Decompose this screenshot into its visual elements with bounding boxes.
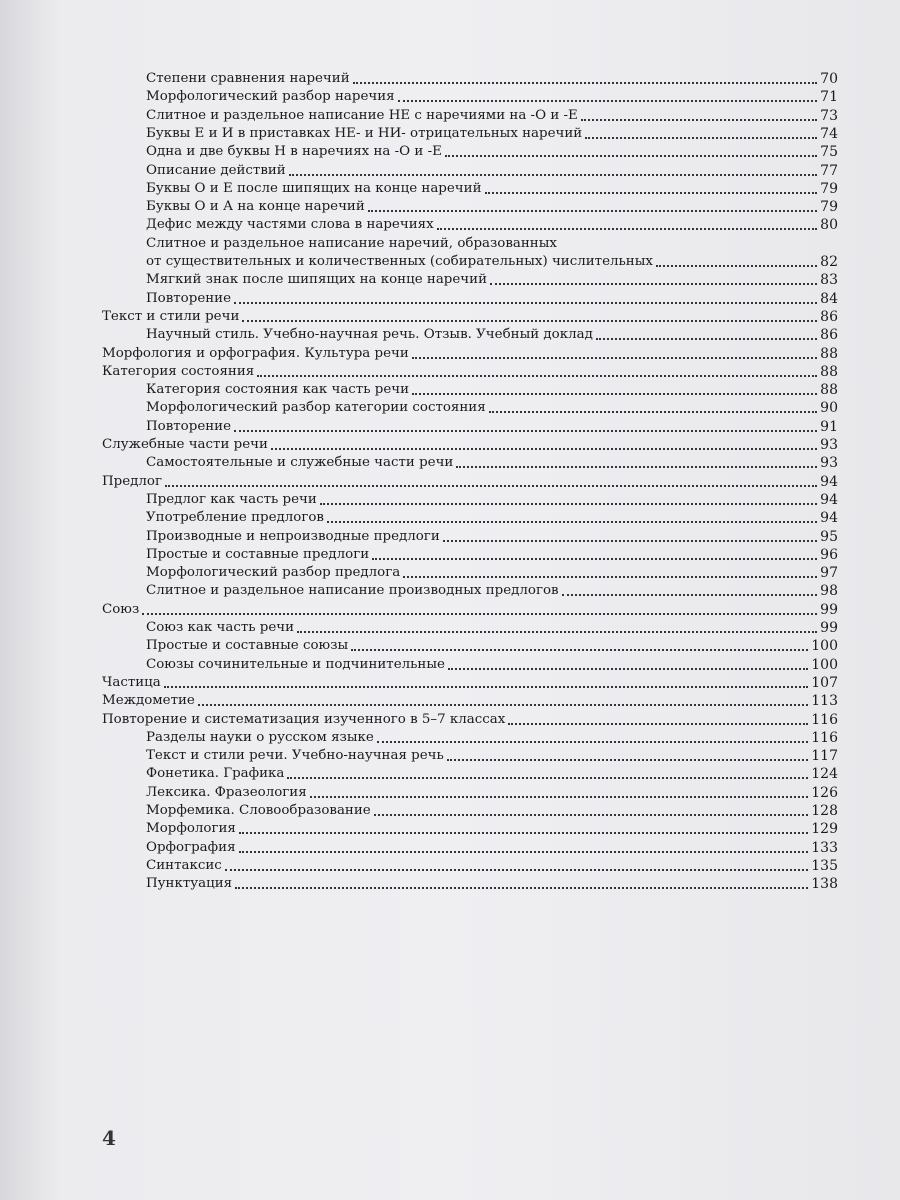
toc-entry: [146, 546, 838, 564]
toc-entry: [146, 509, 838, 527]
toc-page-number: 88: [820, 345, 838, 362]
toc-title: Степени сравнения наречий: [146, 71, 350, 86]
toc-page-number: 73: [820, 107, 838, 124]
toc-page-number: 93: [820, 437, 838, 453]
toc-page-number: 75: [820, 144, 838, 161]
dot-leader: [234, 302, 817, 304]
toc-title: Фонетика. Графика: [146, 766, 285, 782]
page-number: 4: [102, 1126, 116, 1150]
toc-page-number: 138: [811, 876, 838, 893]
dot-leader: [489, 411, 817, 413]
toc-section: [102, 436, 838, 454]
toc-page-number: 70: [820, 71, 838, 87]
dot-leader: [448, 668, 808, 670]
toc-page-number: 116: [811, 729, 838, 746]
toc-entry: [146, 564, 838, 582]
dot-leader: [239, 851, 809, 853]
toc-page-number: 80: [820, 217, 838, 234]
toc-entry: [146, 637, 838, 655]
toc-entry: [146, 326, 838, 344]
dot-leader: [242, 320, 817, 322]
toc-section: [102, 473, 838, 491]
dot-leader: [443, 540, 817, 542]
toc-title: Орфография: [146, 839, 236, 855]
toc-section: [102, 308, 838, 326]
dot-leader: [437, 228, 818, 230]
toc-section: [102, 363, 838, 381]
toc-title: Употребление предлогов: [146, 510, 324, 526]
toc-entry: [146, 125, 838, 143]
toc-page-number: 90: [820, 400, 838, 417]
dot-leader: [656, 265, 817, 267]
dot-leader: [310, 796, 809, 798]
toc-entry: [146, 381, 838, 399]
dot-leader: [377, 741, 808, 743]
toc-entry: [146, 418, 838, 436]
toc-title: Повторение: [146, 290, 232, 306]
toc-title: Научный стиль. Учебно-научная речь. Отзыв. Учебный доклад: [146, 327, 593, 343]
toc-entry: [146, 729, 838, 747]
dot-leader: [485, 192, 818, 194]
toc-entry: [146, 253, 838, 271]
toc-page-number: 88: [820, 382, 838, 399]
dot-leader: [585, 137, 817, 139]
toc-section: [102, 601, 838, 619]
toc-title: Слитное и раздельное написание производных предлогов: [146, 583, 559, 599]
toc-entry: [146, 528, 838, 546]
toc-page-number: 82: [820, 254, 838, 270]
toc-title: Морфологический разбор предлога: [146, 565, 401, 581]
toc-title: Союз: [102, 601, 140, 617]
dot-leader: [372, 558, 817, 560]
toc-entry: [146, 656, 838, 674]
dot-leader: [447, 759, 808, 761]
toc-title: Морфологический разбор наречия: [146, 89, 395, 105]
toc-page-number: 133: [811, 839, 838, 856]
dot-leader: [596, 338, 817, 340]
toc-entry: [146, 143, 838, 161]
toc-title: Самостоятельные и служебные части речи: [146, 455, 454, 471]
toc-title: Буквы Е и И в приставках НЕ- и НИ- отрицательных наречий: [146, 125, 583, 141]
toc-title: Слитное и раздельное написание НЕ с наречиями на -О и -Е: [146, 107, 578, 123]
toc-entry: [146, 107, 838, 125]
toc-title: Разделы науки о русском языке: [146, 729, 374, 745]
toc-entry: [146, 582, 838, 600]
toc-title: Морфемика. Словообразование: [146, 803, 371, 818]
toc-title: Союз как часть речи: [146, 620, 295, 635]
toc-title: Описание действий: [146, 162, 286, 178]
toc-page-number: 86: [820, 327, 838, 344]
toc-title: Одна и две буквы Н в наречиях на -О и -Е: [146, 144, 442, 160]
toc-title: Лексика. Фразеология: [146, 784, 307, 800]
toc-page-number: 107: [811, 674, 838, 691]
toc-title: Категория состояния: [102, 363, 255, 379]
toc-entry: [146, 747, 838, 765]
dot-leader: [235, 887, 808, 889]
toc-page-number: 88: [820, 363, 838, 380]
toc-page-number: 128: [811, 803, 838, 819]
dot-leader: [374, 814, 809, 816]
toc-title: Морфология: [146, 821, 236, 837]
toc-title: Дефис между частями слова в наречиях: [146, 217, 434, 233]
toc-title: Простые и составные союзы: [146, 638, 349, 654]
toc-page-number: 93: [820, 455, 838, 472]
toc-entry: [146, 839, 838, 857]
toc-page-number: 77: [820, 162, 838, 179]
dot-leader: [271, 448, 817, 450]
toc-page-number: 116: [811, 711, 838, 728]
toc-page-number: 129: [811, 821, 838, 838]
dot-leader: [297, 631, 817, 633]
toc-page-number: 71: [820, 89, 838, 106]
toc-page-number: 94: [820, 510, 838, 527]
dot-leader: [581, 119, 817, 121]
toc-entry: [146, 765, 838, 783]
toc-title: Текст и стили речи. Учебно-научная речь: [146, 748, 444, 764]
toc-title: Производные и непроизводные предлоги: [146, 528, 440, 544]
toc-title: Категория состояния как часть речи: [146, 382, 410, 398]
toc-section: [102, 692, 838, 710]
dot-leader: [456, 466, 817, 468]
toc-page-number: 113: [811, 693, 838, 710]
toc-title: Союзы сочинительные и подчинительные: [146, 656, 445, 672]
toc-title: Морфология и орфография. Культура речи: [102, 345, 409, 361]
dot-leader: [445, 155, 817, 157]
toc-page-number: 97: [820, 565, 838, 582]
toc-entry: [146, 454, 838, 472]
toc-page-number: 83: [820, 272, 838, 289]
toc-entry: [146, 271, 838, 289]
toc-entry: [146, 290, 838, 308]
dot-leader: [239, 832, 808, 834]
dot-leader: [165, 485, 817, 487]
toc-entry: [146, 70, 838, 88]
toc-page-number: 126: [811, 784, 838, 801]
toc-page-number: 99: [820, 620, 838, 636]
toc-title: Повторение: [146, 418, 232, 434]
toc-page-number: 100: [811, 638, 838, 655]
toc-title: Повторение и систематизация изученного в 5–7 классах: [102, 711, 506, 727]
toc-title: Междометие: [102, 693, 195, 709]
toc-entry: [146, 216, 838, 234]
toc-title: Пунктуация: [146, 876, 233, 892]
toc-entry: [146, 399, 838, 417]
toc-page-number: 94: [820, 491, 838, 508]
dot-leader: [320, 503, 817, 505]
toc-title: Буквы О и А на конце наречий: [146, 199, 365, 215]
toc-page-number: 91: [820, 418, 838, 435]
toc-page-number: 95: [820, 528, 838, 545]
dot-leader: [368, 210, 817, 212]
toc-page-number: 96: [820, 546, 838, 563]
toc-entry: [146, 802, 838, 820]
toc-title: Мягкий знак после шипящих на конце наречий: [146, 272, 488, 288]
toc-page-number: 79: [820, 180, 838, 197]
toc-page-number: 74: [820, 125, 838, 142]
dot-leader: [257, 375, 817, 377]
toc-title: Частица: [102, 674, 161, 690]
toc-entry: [146, 491, 838, 509]
toc-title: Предлог: [102, 473, 163, 489]
toc-entry: [146, 875, 838, 893]
toc-entry: [146, 162, 838, 180]
toc-section: [102, 674, 838, 692]
dot-leader: [142, 613, 817, 615]
dot-leader: [234, 430, 817, 432]
dot-leader: [398, 100, 818, 102]
dot-leader: [412, 357, 817, 359]
toc-entry: [146, 784, 838, 802]
toc-title: Синтаксис: [146, 857, 222, 873]
dot-leader: [353, 82, 818, 84]
dot-leader: [562, 594, 818, 596]
dot-leader: [412, 393, 817, 395]
toc-page-number: 86: [820, 308, 838, 325]
toc-entry: [146, 88, 838, 106]
dot-leader: [287, 777, 808, 779]
toc-title: Слитное и раздельное написание наречий, образованных: [146, 235, 557, 251]
toc-entry: [146, 857, 838, 875]
toc-page-number: 100: [811, 656, 838, 673]
toc-page-number: 79: [820, 199, 838, 216]
toc-entry: [146, 820, 838, 838]
dot-leader: [164, 686, 809, 688]
dot-leader: [351, 649, 808, 651]
toc-entry: [146, 180, 838, 198]
dot-leader: [225, 869, 808, 871]
toc-page-number: 135: [811, 857, 838, 874]
toc-title: Предлог как часть речи: [146, 491, 317, 507]
toc-page-number: 99: [820, 601, 838, 618]
dot-leader: [327, 521, 817, 523]
toc-title: Текст и стили речи: [102, 308, 240, 324]
toc-section: [102, 711, 838, 729]
toc-title: Простые и составные предлоги: [146, 546, 370, 562]
dot-leader: [403, 576, 817, 578]
toc-entry: [146, 619, 838, 637]
dot-leader: [289, 174, 817, 176]
toc-page-number: 84: [820, 290, 838, 307]
toc-entry: [146, 235, 838, 253]
toc-entry: [146, 198, 838, 216]
toc-section: [102, 345, 838, 363]
toc-page-number: 124: [811, 766, 838, 783]
dot-leader: [490, 283, 817, 285]
toc-page-number: 94: [820, 473, 838, 490]
toc-page-number: 98: [820, 583, 838, 600]
dot-leader: [198, 704, 808, 706]
dot-leader: [508, 723, 808, 725]
toc-title: Буквы О и Е после шипящих на конце наречий: [146, 180, 482, 196]
toc-title: Морфологический разбор категории состояния: [146, 400, 486, 416]
toc-title: от существительных и количественных (собирательных) числительных: [146, 254, 653, 269]
toc-title: Служебные части речи: [102, 437, 268, 452]
toc-page-number: 117: [811, 748, 838, 765]
